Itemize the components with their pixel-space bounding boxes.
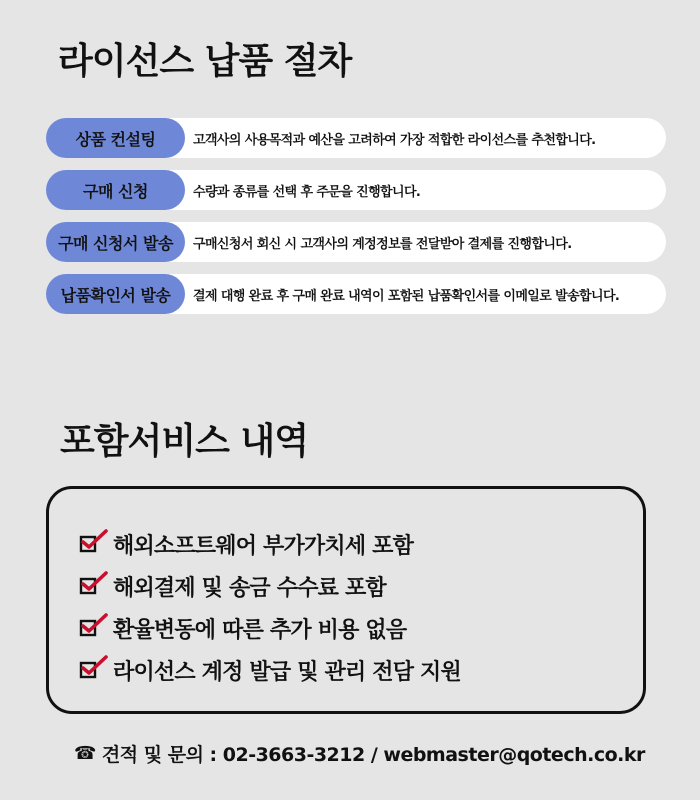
- list-item: [79, 649, 461, 691]
- step-application-send: [46, 222, 666, 262]
- services-box: [46, 486, 646, 714]
- contact-text: 견적 및 문의 : 02-3663-3212 / webmaster@qotech.co.kr: [101, 744, 645, 766]
- step-description: 결제 대행 완료 후 구매 완료 내역이 포함된 납품확인서를 이메일로 발송합니다.: [193, 288, 620, 304]
- step-confirmation-send: [46, 274, 666, 314]
- step-label: 구매 신청서 발송: [46, 222, 185, 262]
- services-title: 포함서비스 내역: [60, 421, 308, 462]
- list-item: [79, 565, 461, 607]
- list-item: [79, 607, 461, 649]
- service-text: 환율변동에 따른 추가 비용 없음: [113, 617, 407, 643]
- step-label: 상품 컨설팅: [46, 118, 185, 158]
- phone-icon: ☎: [74, 743, 96, 764]
- service-text: 해외결제 및 송금 수수료 포함: [113, 575, 386, 601]
- step-description: 구매신청서 회신 시 고객사의 계정정보를 전달받아 결제를 진행합니다.: [193, 236, 572, 252]
- checkbox-icon: [79, 531, 105, 557]
- step-description: 수량과 종류를 선택 후 주문을 진행합니다.: [193, 184, 421, 200]
- step-consulting: [46, 118, 666, 158]
- service-text: 해외소프트웨어 부가가치세 포함: [113, 533, 414, 559]
- procedure-title: 라이선스 납품 절차: [58, 41, 352, 82]
- services-list: [79, 523, 461, 691]
- step-label: 구매 신청: [46, 170, 185, 210]
- procedure-steps: [46, 118, 666, 326]
- service-text: 라이선스 계정 발급 및 관리 전담 지원: [113, 659, 461, 685]
- step-description: 고객사의 사용목적과 예산을 고려하여 가장 적합한 라이선스를 추천합니다.: [193, 132, 596, 148]
- list-item: [79, 523, 461, 565]
- checkbox-icon: [79, 615, 105, 641]
- checkbox-icon: [79, 657, 105, 683]
- step-label: 납품확인서 발송: [46, 274, 185, 314]
- checkbox-icon: [79, 573, 105, 599]
- contact-line: [74, 740, 645, 767]
- step-purchase: [46, 170, 666, 210]
